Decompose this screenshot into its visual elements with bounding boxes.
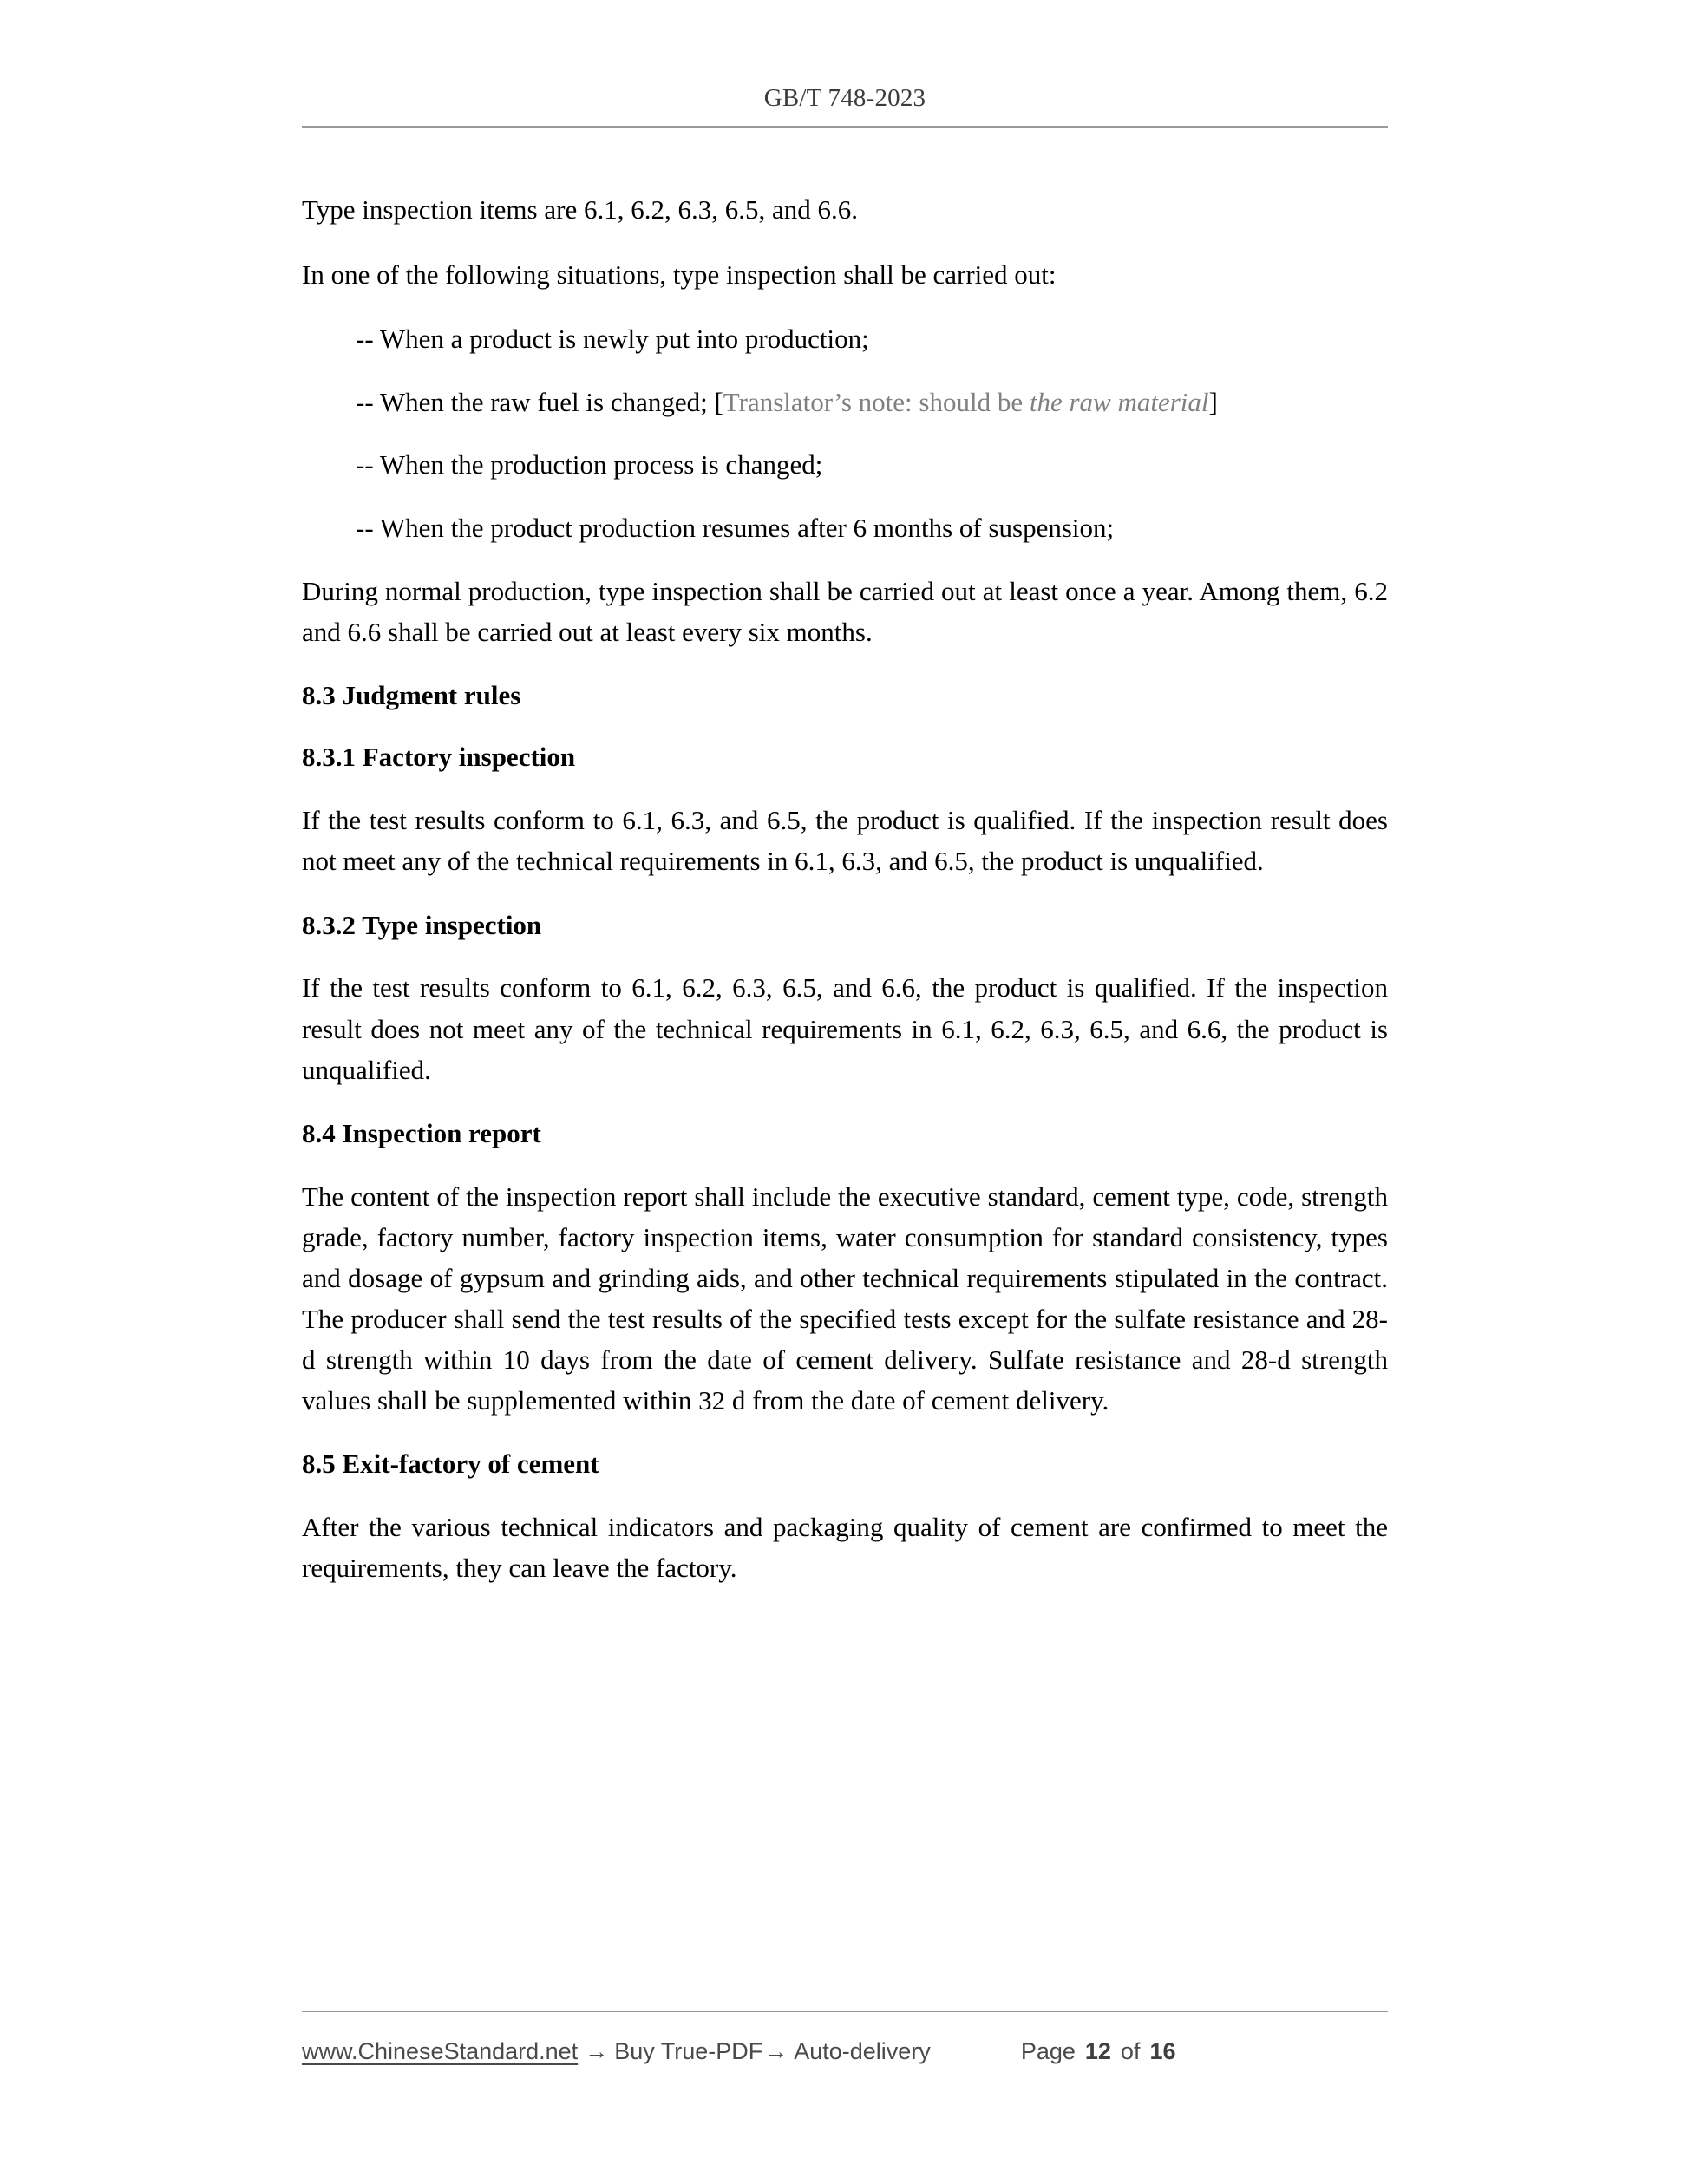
paragraph-8-3-1: If the test results conform to 6.1, 6.3, and 6.5, the product is qualified. If the inspection result does not meet any of the technical requirements in 6.1, 6.3, and 6.5, the product is unqualified.	[302, 805, 1388, 877]
note-close-bracket: ]	[1208, 386, 1218, 417]
paragraph-8-4: The content of the inspection report shall include the executive standard, cement type, code, strength grade, factory number, factory inspection items, water consumption for standard consistency, types and dosage of gypsum and grinding aids, and other technical requirements stipulated in the contract. The producer shall send the test results of the specified tests except for the sulfate resistance and 28-d strength within 10 days from the date of cement delivery. Sulfate resistance and 28-d strength values shall be supplemented within 32 d from the date of cement delivery.	[302, 1180, 1388, 1416]
list-item: -- When the product production resumes after 6 months of suspension;	[356, 512, 1115, 543]
heading-8-5: 8.5 Exit-factory of cement	[302, 1448, 599, 1480]
heading-8-3: 8.3 Judgment rules	[302, 680, 521, 711]
translator-note-text: Translator’s note: should be	[723, 386, 1030, 417]
footer-promo	[302, 2038, 931, 2065]
paragraph-8-3-2: If the test results conform to 6.1, 6.2, 6.3, 6.5, and 6.6, the product is qualified. If the inspection result does not meet any of the technical requirements in 6.1, 6.2, 6.3, 6.5, and 6.6, the product is unqualified.	[302, 972, 1388, 1085]
list-item: -- When the production process is changed;	[356, 449, 823, 481]
list-item-text: -- When the raw fuel is changed;	[356, 386, 708, 417]
of-label: of	[1120, 2038, 1141, 2064]
arrow-right-icon: →	[764, 2038, 788, 2064]
footer-content	[302, 2038, 1388, 2065]
page-header	[302, 83, 1388, 128]
list-item: -- When a product is newly put into production;	[356, 324, 869, 355]
page-label: Page	[1020, 2038, 1076, 2064]
total-page-number: 16	[1149, 2038, 1176, 2064]
footer-divider	[302, 2011, 1388, 2012]
paragraph-normal-production: During normal production, type inspection shall be carried out at least once a year. Among them, 6.2 and 6.6 shall be carried out at least every six months.	[302, 576, 1388, 648]
page-footer	[302, 2011, 1388, 2065]
list-item	[302, 383, 1388, 423]
paragraph-8-5: After the various technical indicators and packaging quality of cement are confirmed to meet the requirements, they can leave the factory.	[302, 1512, 1388, 1584]
chinesestandard-url-link[interactable]: www.ChineseStandard.net	[302, 2038, 579, 2064]
paragraph-type-inspection-items: Type inspection items are 6.1, 6.2, 6.3, 6.5, and 6.6.	[302, 194, 858, 225]
footer-buy-true-pdf-label: Buy True-PDF	[614, 2038, 763, 2064]
header-divider	[302, 126, 1388, 128]
paragraph-situations-intro: In one of the following situations, type inspection shall be carried out:	[302, 259, 1057, 291]
footer-auto-delivery-label: Auto-delivery	[794, 2038, 931, 2064]
heading-8-3-2: 8.3.2 Type inspection	[302, 909, 542, 940]
page-indicator	[1021, 2038, 1176, 2065]
current-page-number: 12	[1084, 2038, 1111, 2064]
document-body	[302, 189, 1388, 1613]
heading-8-4: 8.4 Inspection report	[302, 1117, 541, 1148]
arrow-right-icon: →	[585, 2038, 609, 2064]
heading-8-3-1: 8.3.1 Factory inspection	[302, 742, 576, 773]
translator-note-italic-text: the raw material	[1029, 386, 1209, 417]
standard-code-title: GB/T 748-2023	[763, 84, 926, 112]
note-open-bracket: [	[714, 386, 723, 417]
